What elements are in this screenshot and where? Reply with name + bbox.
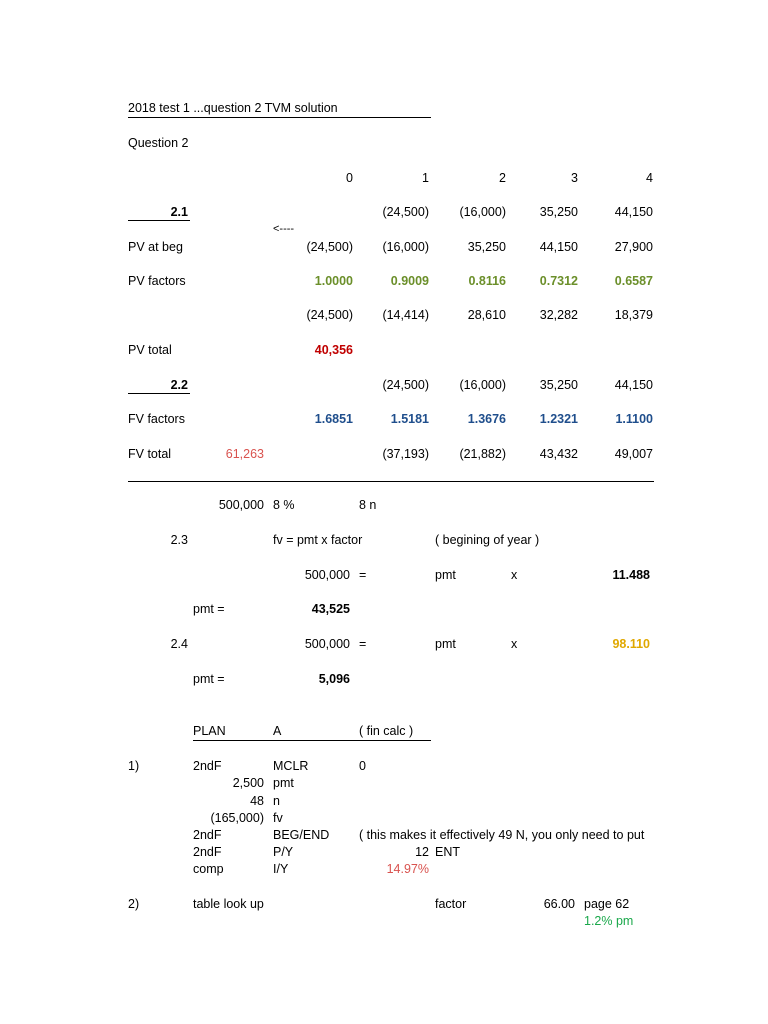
s23-factor: 11.488 bbox=[612, 568, 650, 582]
section-2-1-underline bbox=[128, 220, 190, 221]
calc-step-value: 12 bbox=[415, 845, 429, 859]
calc-step-enter: ENT bbox=[435, 845, 460, 859]
fv-factor-value: 1.1100 bbox=[615, 412, 653, 426]
col-header-0: 0 bbox=[346, 171, 353, 185]
s21-value: 35,250 bbox=[539, 205, 578, 219]
calc-step-note: ( this makes it effectively 49 N, you only need to put bbox=[359, 828, 645, 842]
fin-calc-label: ( fin calc ) bbox=[359, 724, 414, 738]
part-2-number: 2) bbox=[128, 897, 140, 911]
fv-total-row-value: 49,007 bbox=[614, 447, 653, 461]
pv-beg-value: 35,250 bbox=[467, 240, 506, 254]
pv-factor-value: 0.9009 bbox=[390, 274, 429, 288]
col-header-3: 3 bbox=[571, 171, 578, 185]
calc-step-key: 48 bbox=[250, 794, 264, 808]
s23-times: x bbox=[511, 568, 518, 582]
s23-pmt: pmt bbox=[435, 568, 456, 582]
plan-a-label: A bbox=[273, 724, 282, 738]
s23-pmt-label: pmt = bbox=[193, 602, 225, 616]
pv-total-label: PV total bbox=[128, 343, 172, 357]
pv-factor-value: 1.0000 bbox=[314, 274, 353, 288]
calc-step-key: 2ndF bbox=[193, 759, 222, 773]
s23-equals: = bbox=[359, 568, 367, 582]
pv-beg-value: 27,900 bbox=[614, 240, 653, 254]
calc-step-key: 2,500 bbox=[232, 776, 264, 790]
section-2-2-underline bbox=[128, 393, 190, 394]
col-header-2: 2 bbox=[499, 171, 506, 185]
pv-factor-value: 0.7312 bbox=[539, 274, 578, 288]
calc-step-func: I/Y bbox=[273, 862, 289, 876]
calc-step-func: MCLR bbox=[273, 759, 309, 773]
table-lookup-label: table look up bbox=[193, 897, 264, 911]
fv-total-row-value: 43,432 bbox=[539, 447, 578, 461]
pv-product-value: 32,282 bbox=[539, 308, 578, 322]
fv-total-row-value: (21,882) bbox=[459, 447, 506, 461]
factor-label: factor bbox=[435, 897, 467, 911]
pv-total-value: 40,356 bbox=[314, 343, 353, 357]
s24-times: x bbox=[511, 637, 518, 651]
fv-total-label: FV total bbox=[128, 447, 172, 461]
s23-note: ( begining of year ) bbox=[435, 533, 540, 547]
pv-product-value: (24,500) bbox=[306, 308, 353, 322]
param-n: 8 n bbox=[359, 498, 377, 512]
section-divider bbox=[128, 481, 654, 482]
param-amount: 500,000 bbox=[218, 498, 264, 512]
s24-pmt-value: 5,096 bbox=[318, 672, 350, 686]
fv-total-value: 61,263 bbox=[225, 447, 264, 461]
page-title: 2018 test 1 ...question 2 TVM solution bbox=[128, 101, 338, 115]
s21-value: 44,150 bbox=[614, 205, 653, 219]
calc-step-key: 2ndF bbox=[193, 828, 222, 842]
pv-factor-value: 0.6587 bbox=[614, 274, 653, 288]
calc-step-func: P/Y bbox=[273, 845, 294, 859]
pv-factors-label: PV factors bbox=[128, 274, 186, 288]
pv-beg-label: PV at beg bbox=[128, 240, 183, 254]
question-label: Question 2 bbox=[128, 136, 189, 150]
fv-total-row-value: (37,193) bbox=[382, 447, 429, 461]
section-2-1-label: 2.1 bbox=[170, 205, 188, 219]
s23-formula: fv = pmt x factor bbox=[273, 533, 363, 547]
calc-result-rate: 14.97% bbox=[386, 862, 429, 876]
calc-step-func: BEG/END bbox=[273, 828, 330, 842]
calc-step-func: fv bbox=[273, 811, 283, 825]
s24-pmt-label: pmt = bbox=[193, 672, 225, 686]
section-2-2-label: 2.2 bbox=[170, 378, 188, 392]
factor-value: 66.00 bbox=[543, 897, 575, 911]
calc-step-func: pmt bbox=[273, 776, 294, 790]
s24-equals: = bbox=[359, 637, 367, 651]
col-header-4: 4 bbox=[646, 171, 653, 185]
fv-factor-value: 1.5181 bbox=[390, 412, 429, 426]
fv-factors-label: FV factors bbox=[128, 412, 185, 426]
plan-underline bbox=[193, 740, 431, 741]
fv-factor-value: 1.3676 bbox=[467, 412, 506, 426]
calc-step-func: n bbox=[273, 794, 280, 808]
s21-value: (16,000) bbox=[459, 205, 506, 219]
part-1-number: 1) bbox=[128, 759, 140, 773]
param-rate: 8 % bbox=[273, 498, 295, 512]
s22-value: (16,000) bbox=[459, 378, 506, 392]
monthly-rate: 1.2% pm bbox=[584, 914, 634, 928]
s24-factor: 98.110 bbox=[612, 637, 650, 651]
fv-factor-value: 1.2321 bbox=[539, 412, 578, 426]
calc-step-key: comp bbox=[193, 862, 224, 876]
s22-value: (24,500) bbox=[382, 378, 429, 392]
pv-beg-value: (24,500) bbox=[306, 240, 353, 254]
s24-amount: 500,000 bbox=[304, 637, 350, 651]
plan-label: PLAN bbox=[193, 724, 226, 738]
fv-factor-value: 1.6851 bbox=[314, 412, 353, 426]
calc-step-key: (165,000) bbox=[210, 811, 264, 825]
s22-value: 35,250 bbox=[539, 378, 578, 392]
pv-beg-value: 44,150 bbox=[539, 240, 578, 254]
page-reference: page 62 bbox=[584, 897, 630, 911]
section-2-3-label: 2.3 bbox=[170, 533, 188, 547]
s23-amount: 500,000 bbox=[304, 568, 350, 582]
s22-value: 44,150 bbox=[614, 378, 653, 392]
calc-step-key: 2ndF bbox=[193, 845, 222, 859]
pv-product-value: (14,414) bbox=[382, 308, 429, 322]
s24-pmt: pmt bbox=[435, 637, 456, 651]
calc-step-value: 0 bbox=[359, 759, 366, 773]
pv-product-value: 28,610 bbox=[467, 308, 506, 322]
s23-pmt-value: 43,525 bbox=[311, 602, 350, 616]
pv-factor-value: 0.8116 bbox=[468, 274, 506, 288]
arrow-note: <---- bbox=[273, 223, 295, 235]
section-2-4-label: 2.4 bbox=[170, 637, 188, 651]
title-underline bbox=[128, 117, 431, 118]
pv-product-value: 18,379 bbox=[614, 308, 653, 322]
pv-beg-value: (16,000) bbox=[382, 240, 429, 254]
col-header-1: 1 bbox=[422, 171, 429, 185]
s21-value: (24,500) bbox=[382, 205, 429, 219]
